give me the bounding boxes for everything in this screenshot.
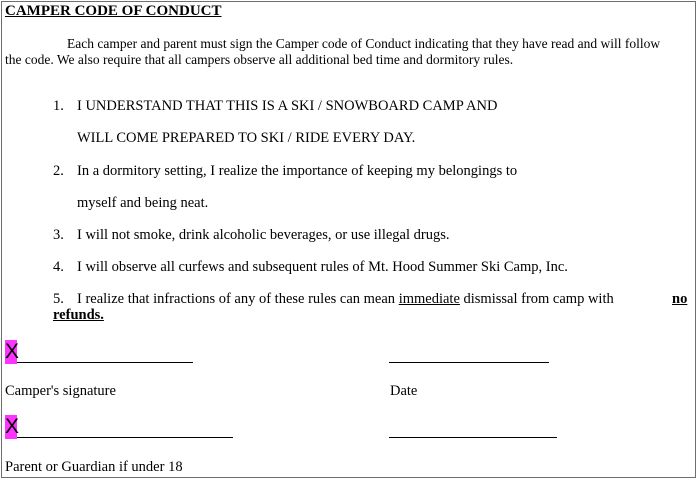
camper-signature-line[interactable] [17,362,193,363]
rule-2-number: 2. [53,163,64,179]
rule-3-number: 3. [53,227,64,243]
camper-date-line[interactable] [389,362,549,363]
rule-1-text-1: I UNDERSTAND THAT THIS IS A SKI / SNOWBOARD CAMP AND [77,98,498,114]
rule-2-text-2: myself and being neat. [77,195,209,211]
rule-5-number: 5. [53,291,64,307]
rule-3-text: I will not smoke, drink alcoholic beverages, or use illegal drugs. [77,227,450,243]
camper-sign-here-marker: X [5,340,20,363]
rule-3 [53,227,449,244]
rule-1-text-2: WILL COME PREPARED TO SKI / RIDE EVERY DAY. [77,130,416,146]
intro-paragraph: Each camper and parent must sign the Camper code of Conduct indicating that they have read and will follow the code. We also require that all campers observe all additional bed time and dormitory rules. [5,36,661,67]
parent-sign-here-marker: X [5,415,20,438]
rule-4 [53,259,568,276]
rule-5-line-1 [53,291,614,308]
rule-5-strong-1: no [672,291,688,307]
rule-4-text: I will observe all curfews and subsequent rules of Mt. Hood Summer Ski Camp, Inc. [77,259,568,275]
rule-5-emphasis: immediate [398,291,460,307]
camper-signature-label: Camper's signature [5,383,116,399]
parent-date-line[interactable] [389,437,557,438]
rule-5-strong-2: refunds. [53,307,104,323]
rule-4-number: 4. [53,259,64,275]
date-label: Date [390,383,418,399]
parent-signature-label: Parent or Guardian if under 18 [5,459,183,475]
rule-2-line-1 [53,163,517,180]
rule-1-number: 1. [53,98,64,114]
document-title: CAMPER CODE OF CONDUCT [5,3,222,19]
rule-1-line-1 [53,98,497,115]
parent-signature-line[interactable] [17,437,233,438]
rule-5-text-b: dismissal from camp with [459,291,614,307]
rule-2-text-1: In a dormitory setting, I realize the importance of keeping my belongings to [77,163,518,179]
rule-5-text-a: I realize that infractions of any of these rules can mean [77,291,399,307]
